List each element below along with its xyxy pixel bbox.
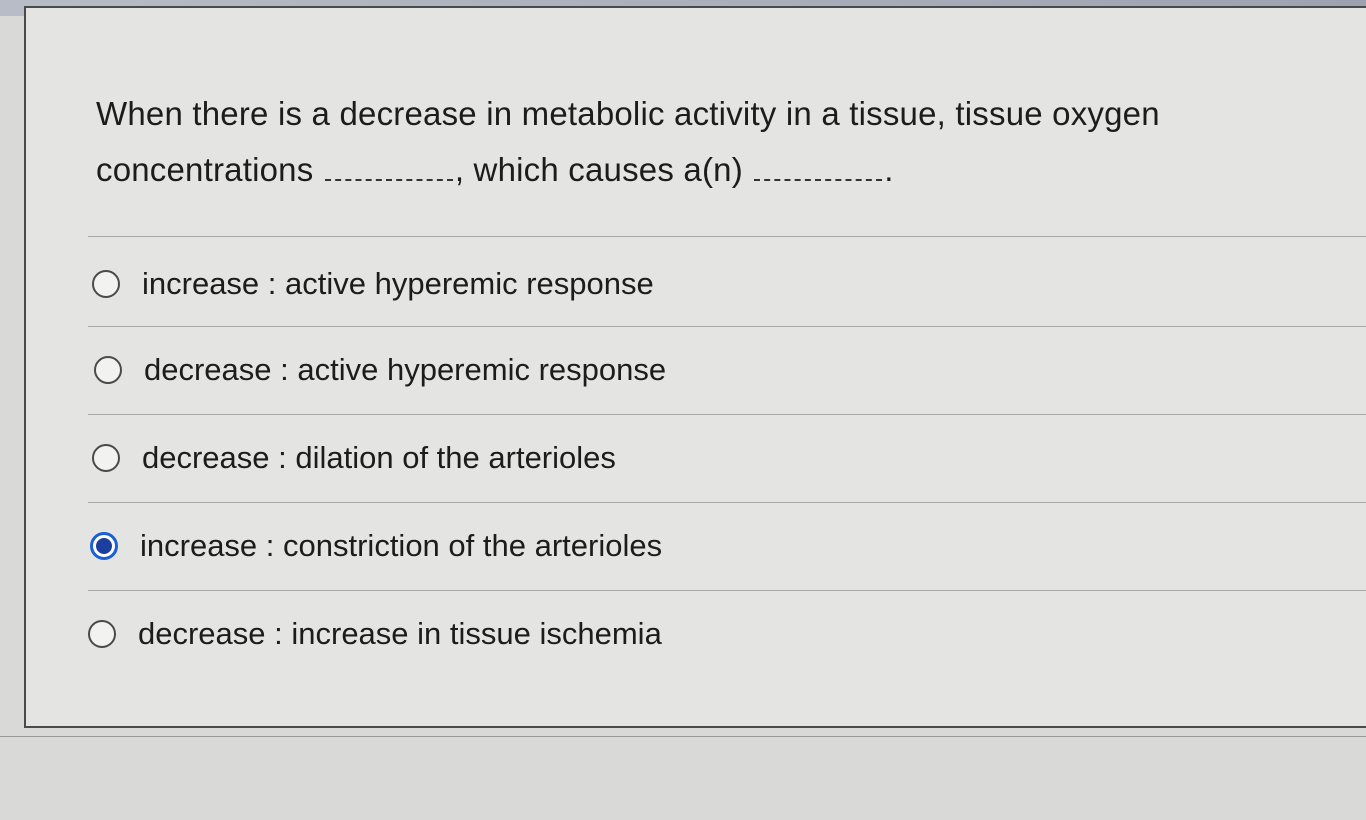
radio-button[interactable] — [94, 356, 122, 384]
radio-button[interactable] — [92, 270, 120, 298]
question-line-2-start: concentrations — [96, 151, 314, 188]
radio-button-selected[interactable] — [90, 532, 118, 560]
radio-button[interactable] — [92, 444, 120, 472]
question-line-1: When there is a decrease in metabolic activity in a tissue, tissue oxygen — [96, 95, 1160, 132]
divider — [88, 236, 1366, 237]
answer-option[interactable] — [88, 614, 662, 654]
blank-1 — [325, 159, 453, 181]
blank-2 — [754, 159, 882, 181]
radio-button[interactable] — [88, 620, 116, 648]
option-label: increase : active hyperemic response — [142, 266, 654, 301]
option-label: increase : constriction of the arterioles — [140, 528, 663, 563]
option-label: decrease : increase in tissue ischemia — [138, 616, 662, 651]
answer-option[interactable] — [94, 350, 666, 390]
option-label: decrease : dilation of the arterioles — [142, 440, 616, 475]
answer-option[interactable] — [92, 264, 654, 304]
divider — [88, 590, 1366, 591]
question-card — [24, 6, 1366, 728]
divider — [88, 414, 1366, 415]
answer-option[interactable] — [92, 438, 616, 478]
answer-option-selected[interactable] — [90, 526, 662, 566]
option-label: decrease : active hyperemic response — [144, 352, 667, 387]
question-line-2-end: . — [884, 151, 894, 188]
divider — [88, 326, 1366, 327]
question-text — [96, 86, 1296, 198]
page-bottom-divider — [0, 736, 1366, 737]
divider — [88, 502, 1366, 503]
question-line-2-middle: , which causes a(n) — [454, 151, 743, 188]
